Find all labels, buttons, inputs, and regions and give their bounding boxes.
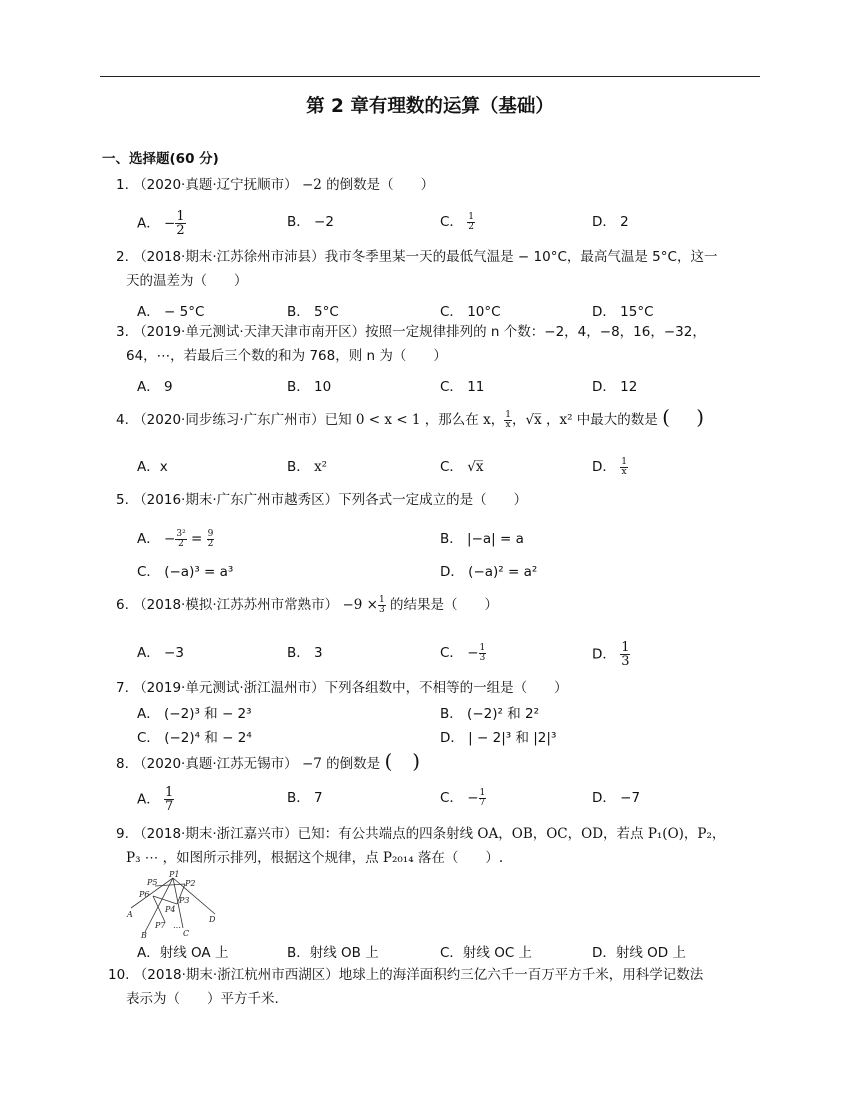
- label-p1: P1: [169, 870, 180, 879]
- option-d[interactable]: D． 15°C: [592, 304, 654, 320]
- label-c: C: [183, 929, 190, 938]
- option-d[interactable]: D． −7: [592, 790, 641, 806]
- option-a[interactable]: A．射线 OA 上: [137, 945, 229, 961]
- label-ellipsis: …: [173, 921, 181, 930]
- option-d[interactable]: D． $\frac{1}{x}$: [592, 456, 627, 477]
- label-p7: P7: [155, 921, 166, 930]
- label-p3: P3: [179, 896, 190, 905]
- question-8-options: [137, 786, 757, 812]
- option-a[interactable]: A．x: [137, 459, 168, 475]
- question-1: 1. （2020·真题·辽宁抚顺市） −2 的倒数是（ ）: [116, 177, 435, 193]
- question-4-options: [137, 455, 757, 481]
- question-8: 8. （2020·真题·江苏无锡市） −7 的倒数是 ( ): [116, 749, 421, 773]
- top-rule: [100, 76, 760, 77]
- question-6: 6. （2018·模拟·江苏苏州市常熟市） −9 × $\frac{1}{3}$ 的结果是（ ）: [116, 594, 498, 615]
- label-a: A: [127, 910, 133, 919]
- question-1-options: [137, 210, 757, 236]
- label-p5: P5: [147, 878, 158, 887]
- question-10: 10. （2018·期末·浙江杭州市西湖区）地球上的海洋面积约三亿六千一百万平方千米，用科学记数法 表示为（ ）平方千米.: [108, 967, 704, 1007]
- option-a[interactable]: A． (−2)³ 和 − 2³: [137, 706, 252, 722]
- option-d[interactable]: D． 2: [592, 214, 629, 230]
- option-c[interactable]: C． (−2)⁴ 和 − 2⁴: [137, 730, 252, 746]
- option-b[interactable]: B． x²: [287, 459, 328, 475]
- option-c[interactable]: C． √x̅: [440, 459, 484, 475]
- question-6-options: [137, 641, 757, 667]
- page-title: 第 2 章有理数的运算（基础）: [306, 96, 554, 117]
- question-3: 3. （2019·单元测试·天津天津市南开区）按照一定规律排列的 n 个数：−2，4，−8，16，−32， 64，⋯，若最后三个数的和为 768，则 n 为（ ）: [116, 324, 706, 364]
- question-5-options-row2: [137, 560, 757, 586]
- option-b[interactable]: B． 10: [287, 379, 332, 395]
- option-b[interactable]: B．射线 OB 上: [287, 945, 379, 961]
- question-7-options-row1: [137, 702, 757, 728]
- option-c[interactable]: C． (−a)³ = a³: [137, 564, 234, 580]
- label-b: B: [141, 931, 147, 938]
- option-c[interactable]: C． $\frac{1}{2}$: [440, 211, 474, 232]
- option-b[interactable]: B． (−2)² 和 2²: [440, 706, 539, 722]
- question-5: 5. （2016·期末·广东广州市越秀区）下列各式一定成立的是（ ）: [116, 492, 528, 508]
- option-b[interactable]: B． 7: [287, 790, 323, 806]
- option-c[interactable]: C． 10°C: [440, 304, 501, 320]
- question-5-options-row1: [137, 527, 757, 553]
- rays-figure: [125, 870, 225, 938]
- option-d[interactable]: D． | − 2|³ 和 |2|³: [440, 730, 557, 746]
- section-heading: 一、选择题(60 分): [102, 151, 219, 167]
- option-b[interactable]: B． |−a| = a: [440, 531, 524, 547]
- label-p6: P6: [139, 890, 150, 899]
- option-b[interactable]: B． 5°C: [287, 304, 339, 320]
- option-a[interactable]: A． − $\frac{1}{2}$: [137, 209, 185, 238]
- option-c[interactable]: C．射线 OC 上: [440, 945, 533, 961]
- option-c[interactable]: C． − $\frac{1}{7}$: [440, 787, 486, 808]
- option-b[interactable]: B． 3: [287, 645, 323, 661]
- option-d[interactable]: D． $\frac{1}{3}$: [592, 640, 630, 669]
- option-a[interactable]: A． − $\frac{\text{3²}}{2}$ = $\frac{9}{2}$: [137, 528, 214, 549]
- question-4: 4. （2020·同步练习·广东广州市）已知 0 < x < 1 ，那么在 x， $\frac{1}{x}$ ，√x̅ ，x² 中最大的数是 ( ): [116, 405, 705, 430]
- label-d: D: [209, 915, 216, 924]
- option-c[interactable]: C． 11: [440, 379, 485, 395]
- question-2: 2. （2018·期末·江苏徐州市沛县）我市冬季里某一天的最低气温是 − 10°C，最高气温是 5°C，这一 天的温差为（ ）: [116, 249, 718, 289]
- option-a[interactable]: A． − 5°C: [137, 304, 205, 320]
- option-a[interactable]: A． −3: [137, 645, 184, 661]
- option-b[interactable]: B． −2: [287, 214, 334, 230]
- option-c[interactable]: C． − $\frac{1}{3}$: [440, 642, 486, 663]
- question-9: 9. （2018·期末·浙江嘉兴市）已知：有公共端点的四条射线 OA，OB，OC，OD，若点 P₁(O)，P₂， P₃ ⋯ ，如图所示排列，根据这个规律，点 P₂₀₁₄ 落在（ ）.: [116, 826, 726, 866]
- label-p2: P2: [185, 879, 196, 888]
- option-d[interactable]: D．射线 OD 上: [592, 945, 686, 961]
- question-7: 7. （2019·单元测试·浙江温州市）下列各组数中，不相等的一组是（ ）: [116, 680, 568, 696]
- option-a[interactable]: A． 9: [137, 379, 173, 395]
- option-d[interactable]: D． 12: [592, 379, 638, 395]
- option-d[interactable]: D． (−a)² = a²: [440, 564, 538, 580]
- label-p4: P4: [165, 905, 176, 914]
- option-a[interactable]: A． $\frac{1}{7}$: [137, 785, 174, 814]
- question-3-options: [137, 375, 757, 401]
